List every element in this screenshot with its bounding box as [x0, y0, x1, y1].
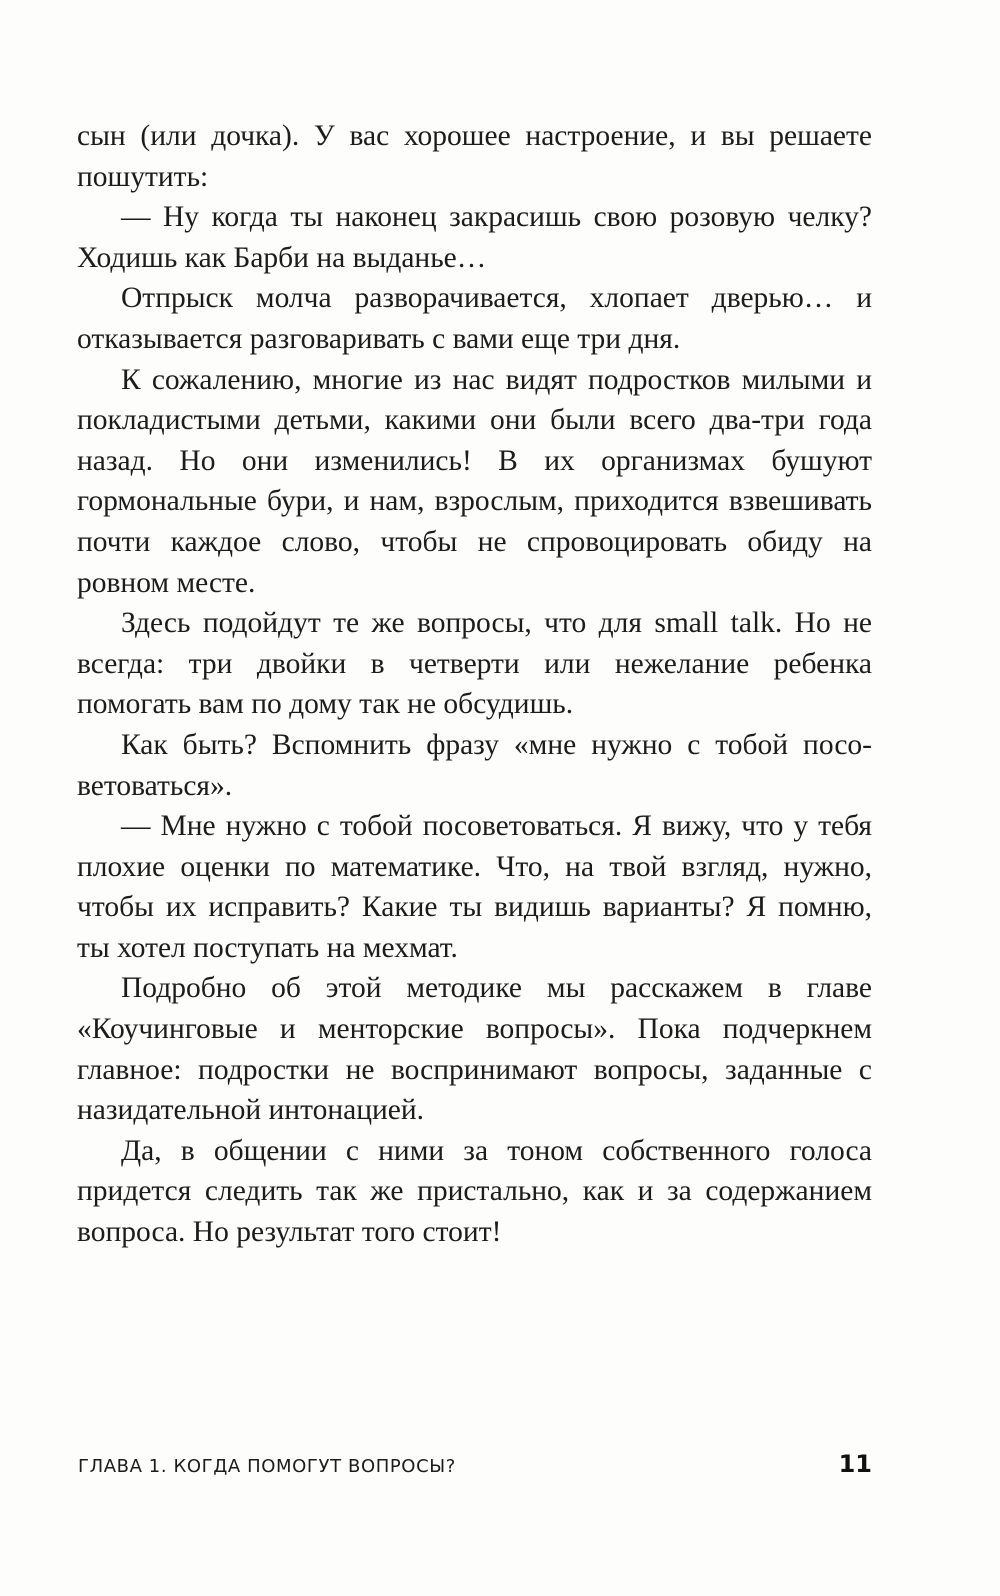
paragraph-8: Подробно об этой методике мы расскажем в главе «Коучинговые и менторские вопросы». Пока подчеркнем главное: подростки не воспринимают вопросы, заданные с назидательной интонацией. — [77, 972, 872, 1127]
paragraph-5: Здесь подойдут те же вопросы, что для small talk. Но не всегда: три двойки в четверти или нежелание ребенка помогать вам по дому так не обсудишь. — [77, 607, 872, 721]
page-number: 11 — [838, 1450, 872, 1478]
paragraph-2: — Ну когда ты наконец закрасишь свою розовую челку? Ходишь как Барби на выданье… — [77, 201, 872, 274]
body-text — [77, 116, 872, 1253]
paragraph-6: Как быть? Вспомнить фразу «мне нужно с тобой посоветоваться». — [77, 728, 872, 802]
paragraph-7: — Мне нужно с тобой посоветоваться. Я вижу, что у тебя плохие оценки по математике. Что, на твой взгляд, нужно, чтобы их исправить? Какие ты видишь варианты? Я помню, ты хотел поступать на мехмат. — [77, 810, 872, 964]
running-footer-chapter: ГЛАВА 1. КОГДА ПОМОГУТ ВОПРОСЫ? — [78, 1456, 456, 1477]
paragraph-9: Да, в общении с ними за тоном собственного голоса придется следить так же пристально, как и за содержанием вопроса. Но результат того стоит! — [77, 1134, 872, 1249]
paragraph-1: сын (или дочка). У вас хорошее настроение, и вы решаете пошутить: — [77, 120, 872, 193]
paragraph-3: Отпрыск молча разворачивается, хлопает дверью… и отказывается разговаривать с вами еще три дня. — [77, 282, 872, 355]
paragraph-4: К сожалению, многие из нас видят подростков милыми и покладистыми детьми, какими они были всего два-три года назад. Но они изменились! В их организмах бушуют гормональные бури, и нам, взрослым, приходится взвешивать почти каждое слово, чтобы не спровоцировать обиду на ровном месте. — [77, 363, 872, 599]
